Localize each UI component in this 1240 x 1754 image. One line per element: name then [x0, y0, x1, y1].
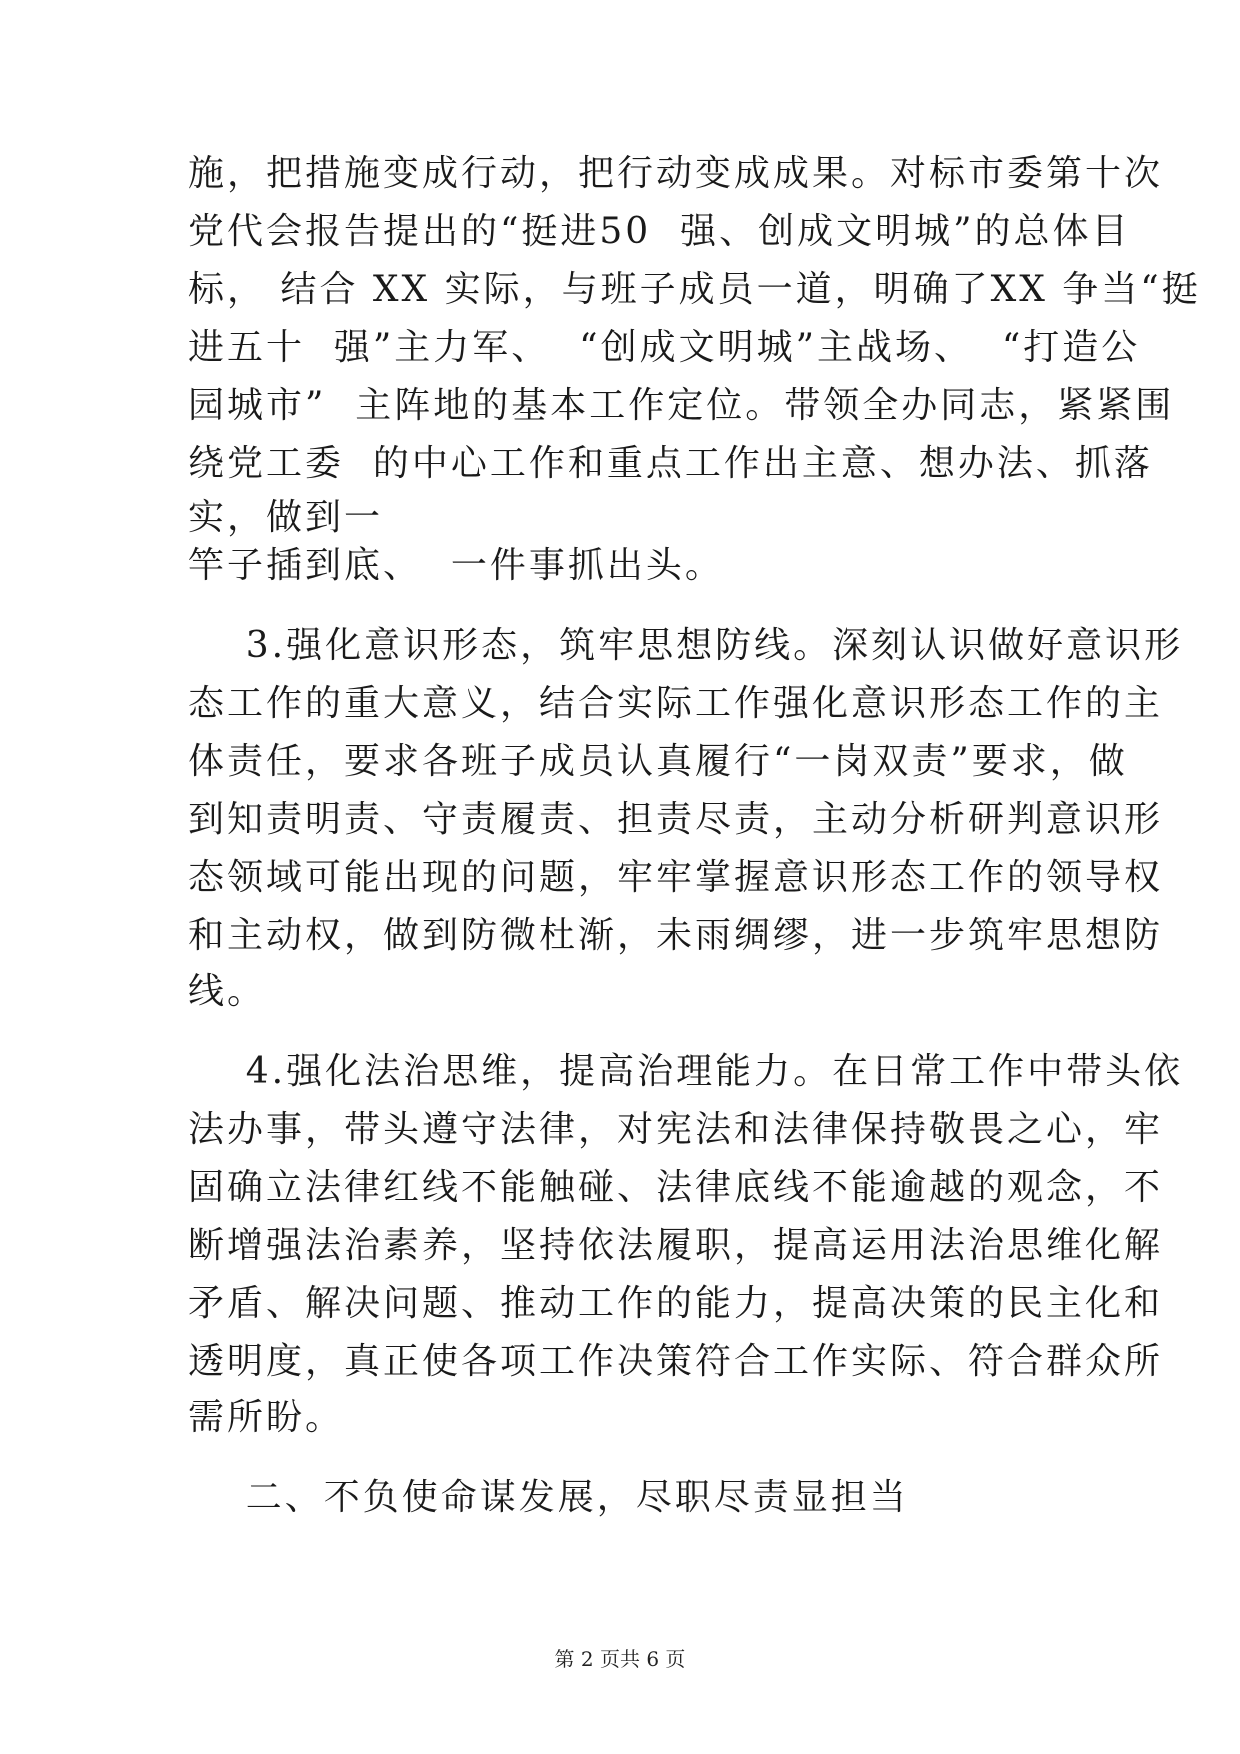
page-footer: 第 2 页共 6 页	[554, 1647, 686, 1671]
text-line: 和主动权，做到防微杜渐，未雨绸缪，进一步筑牢思想防	[188, 915, 1164, 956]
text-line: 3.强化意识形态，筑牢思想防线。深刻认识做好意识形	[188, 625, 1184, 666]
heading-line: 二、不负使命谋发展，尽职尽责显担当	[188, 1477, 909, 1518]
text-line: 标， 结合 XX 实际，与班子成员一道，明确了XX 争当“挺	[188, 269, 1201, 310]
text-line: 党代会报告提出的“挺进50 强、创成文明城”的总体目	[188, 211, 1131, 252]
text-line: 绕党工委 的中心工作和重点工作出主意、想办法、抓落	[188, 443, 1153, 484]
text-line: 体责任，要求各班子成员认真履行“一岗双责”要求，做	[188, 741, 1128, 782]
text-line: 透明度，真正使各项工作决策符合工作实际、符合群众所	[188, 1341, 1164, 1382]
text-line: 4.强化法治思维，提高治理能力。在日常工作中带头依	[188, 1051, 1184, 1092]
text-line: 实，做到一	[188, 497, 384, 538]
text-line: 进五十 强”主力军、 “创成文明城”主战场、 “打造公	[188, 327, 1141, 368]
text-line: 断增强法治素养，坚持依法履职，提高运用法治思维化解	[188, 1225, 1164, 1266]
text-line: 固确立法律红线不能触碰、法律底线不能逾越的观念，不	[188, 1167, 1164, 1208]
text-line: 到知责明责、守责履责、担责尽责，主动分析研判意识形	[188, 799, 1164, 840]
text-line: 线。	[188, 971, 267, 1012]
text-line: 态工作的重大意义，结合实际工作强化意识形态工作的主	[188, 683, 1164, 724]
text-line: 法办事，带头遵守法律，对宪法和法律保持敬畏之心，牢	[188, 1109, 1164, 1150]
text-line: 园城市” 主阵地的基本工作定位。带领全办同志，紧紧围	[188, 385, 1175, 426]
text-line: 竿子插到底、 一件事抓出头。	[188, 545, 724, 586]
text-line: 需所盼。	[188, 1397, 345, 1438]
text-line: 矛盾、解决问题、推动工作的能力，提高决策的民主化和	[188, 1283, 1164, 1324]
text-line: 施，把措施变成行动，把行动变成成果。对标市委第十次	[188, 153, 1164, 194]
text-line: 态领域可能出现的问题，牢牢掌握意识形态工作的领导权	[188, 857, 1164, 898]
